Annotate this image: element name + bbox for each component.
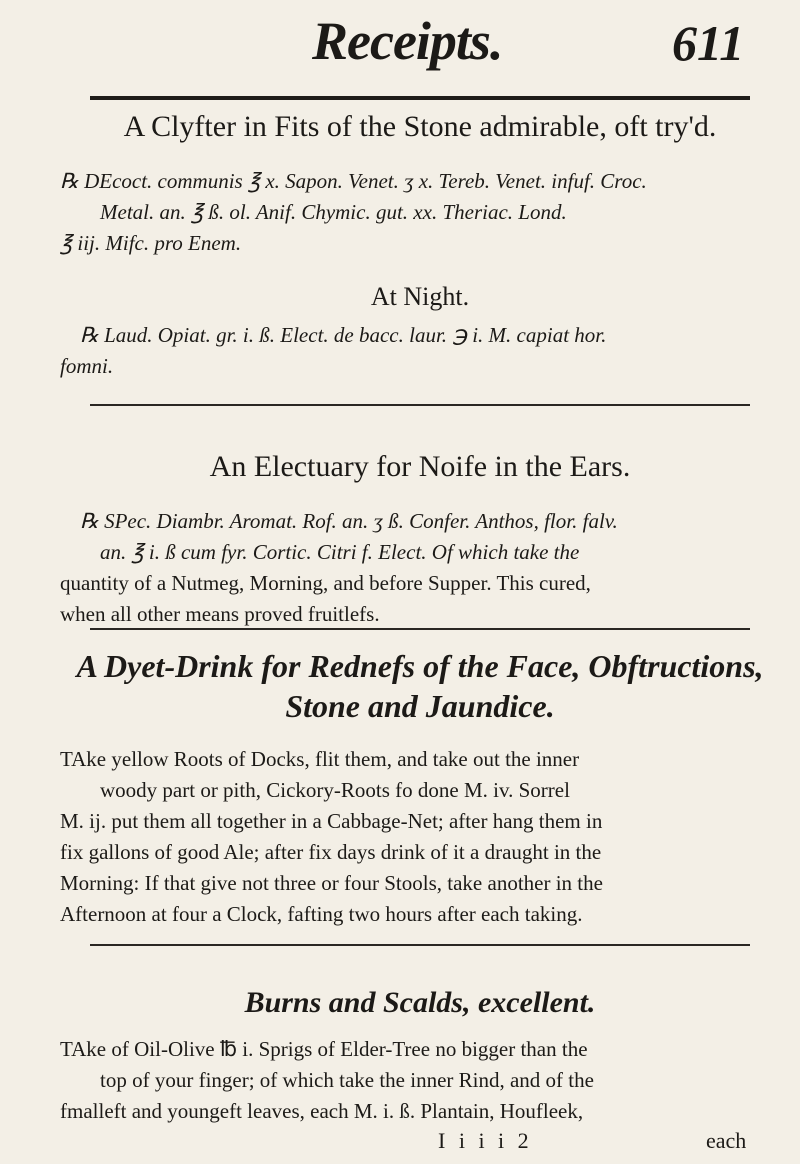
section-title-electuary: An Electuary for Noife in the Ears. <box>209 450 631 483</box>
recipe-dyet-drink <box>60 744 780 930</box>
text-line: when all other means proved fruitlefs. <box>60 602 380 626</box>
text-line: an. ℥ i. ß cum fyr. Cortic. Citri f. Elect. Of which take the <box>100 540 580 564</box>
text-line: ℥ iij. Mifc. pro Enem. <box>60 231 242 255</box>
running-title: Receipts. <box>312 11 503 71</box>
text-line: ℞ DEcoct. communis ℥ x. Sapon. Venet. ʒ x. Tereb. Venet. infuf. Croc. <box>60 169 647 193</box>
section-divider <box>90 404 750 406</box>
section-title-dyet-drink-2: Stone and Jaundice. <box>285 688 555 724</box>
section-title-dyet-drink: A Dyet-Drink for Rednefs of the Face, Obftructions, <box>76 648 764 684</box>
text-line: fomni. <box>60 354 114 378</box>
text-line: top of your finger; of which take the inner Rind, and of the <box>100 1068 594 1092</box>
text-line: ℞ Laud. Opiat. gr. i. ß. Elect. de bacc. laur. ℈ i. M. capiat hor. <box>80 323 607 347</box>
section-divider <box>90 628 750 630</box>
subheading-at-night: At Night. <box>370 282 470 311</box>
recipe-burns <box>60 1034 780 1127</box>
text-line: ℞ SPec. Diambr. Aromat. Rof. an. ʒ ß. Confer. Anthos, flor. falv. <box>80 509 618 533</box>
text-line: fix gallons of good Ale; after fix days drink of it a draught in the <box>60 840 602 864</box>
text-line: TAke yellow Roots of Docks, flit them, and take out the inner <box>60 747 580 771</box>
text-line: M. ij. put them all together in a Cabbage-Net; after hang them in <box>60 809 603 833</box>
text-line: Metal. an. ℥ ß. ol. Anif. Chymic. gut. xx. Theriac. Lond. <box>100 200 567 224</box>
catchword: each <box>706 1128 747 1153</box>
page-number: 611 <box>672 15 745 71</box>
text-line: Morning: If that give not three or four Stools, take another in the <box>60 871 603 895</box>
section-divider <box>90 944 750 946</box>
recipe-electuary <box>60 506 780 630</box>
recipe-night <box>60 320 780 382</box>
text-line: woody part or pith, Cickory-Roots fo done M. iv. Sorrel <box>100 778 570 802</box>
page-header <box>0 10 800 70</box>
recipe-clyster <box>60 166 780 259</box>
text-line: Afternoon at four a Clock, fafting two hours after each taking. <box>60 902 583 926</box>
section-title-clyster: A Clyfter in Fits of the Stone admirable, oft try'd. <box>123 110 717 143</box>
section-title-burns: Burns and Scalds, excellent. <box>244 986 596 1019</box>
text-line: quantity of a Nutmeg, Morning, and before Supper. This cured, <box>60 571 591 595</box>
text-line: fmalleft and youngeft leaves, each M. i. ß. Plantain, Houfleek, <box>60 1099 584 1123</box>
signature-mark: I i i i 2 <box>438 1128 533 1153</box>
header-rule <box>90 96 750 100</box>
text-line: TAke of Oil-Olive ℔ i. Sprigs of Elder-Tree no bigger than the <box>60 1037 588 1061</box>
